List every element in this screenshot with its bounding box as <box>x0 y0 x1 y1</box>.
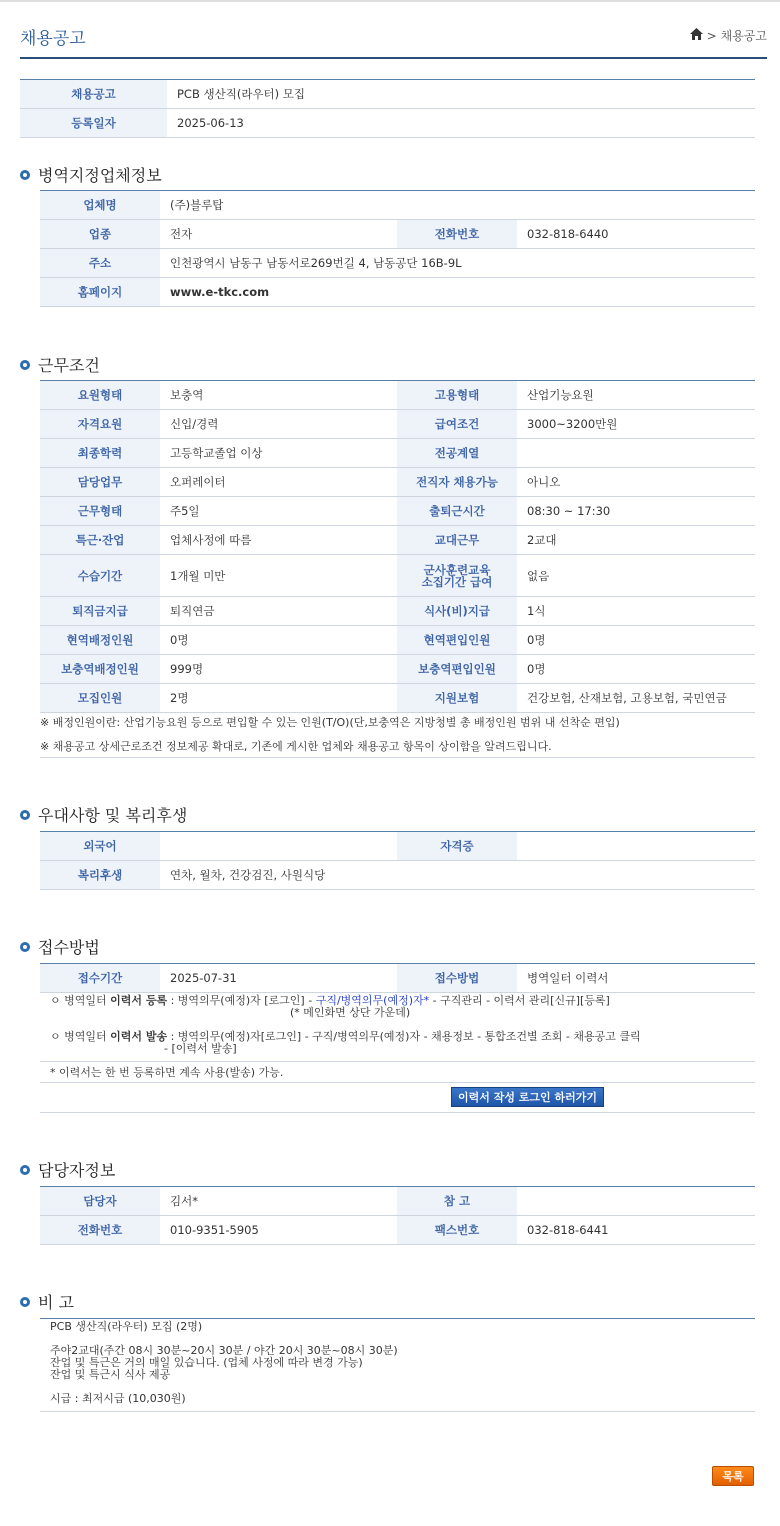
table-row <box>40 381 755 410</box>
condition-label: 군사훈련교육 소집기간 급여 <box>397 555 517 597</box>
summary-table <box>20 79 755 138</box>
table-row <box>20 109 755 138</box>
industry-value: 전자 <box>160 220 397 249</box>
fax-value: 032-818-6441 <box>517 1216 755 1245</box>
apply-table <box>40 963 755 993</box>
section-apply-heading <box>20 935 100 958</box>
condition-label: 자격요원 <box>40 410 160 439</box>
apply-step-register: ㅇ 병역일터 이력서 등록 : 병역의무(예정)자 [로그인] - 구직/병역의무(예정)자* - 구직관리 - 이력서 관리[신규][등록] (* 메인화면 상단 가운데) <box>50 994 610 1019</box>
remarks-text: PCB 생산직(라우터) 모집 (2명) 주야2교대(주간 08시 30분~20시 30분 / 야간 20시 30분~08시 30분) 잔업 및 특근은 거의 매일 있습니다. (업체 사정에 따라 변경 가능) 잔업 및 특근시 식사 제공 시급 : 최저시급 (10,030원) <box>50 1320 398 1405</box>
note-quota: ※ 배정인원이란: 산업기능요원 등으로 편입할 수 있는 인원(T/O)(단,보충역은 지방청별 총 배정인원 범위 내 선착순 편입) <box>40 716 620 729</box>
bullet-icon <box>20 942 30 952</box>
condition-label: 현역배정인원 <box>40 626 160 655</box>
condition-value <box>517 439 755 468</box>
table-row <box>40 832 755 861</box>
condition-value: 아니오 <box>517 468 755 497</box>
divider <box>40 1411 755 1412</box>
table-row <box>40 249 755 278</box>
breadcrumb-current: 채용공고 <box>720 29 767 43</box>
condition-label: 출퇴근시간 <box>397 497 517 526</box>
bullet-icon <box>20 1165 30 1175</box>
section-title: 비 고 <box>38 1293 74 1312</box>
welfare-value: 연차, 월차, 건강검진, 사원식당 <box>160 861 755 890</box>
benefits-table <box>40 831 755 890</box>
section-contact-heading <box>20 1158 115 1181</box>
login-resume-button[interactable]: 이력서 작성 로그인 하러가기 <box>451 1087 604 1107</box>
bullet-icon <box>20 810 30 820</box>
reference-label: 참 고 <box>397 1187 517 1216</box>
condition-value: 2명 <box>160 684 397 713</box>
condition-value: 신입/경력 <box>160 410 397 439</box>
bullet-icon <box>20 1297 30 1307</box>
condition-value: 고등학교졸업 이상 <box>160 439 397 468</box>
list-button[interactable]: 목록 <box>712 1466 754 1486</box>
welfare-label: 복리후생 <box>40 861 160 890</box>
apply-step-send: ㅇ 병역일터 이력서 발송 : 병역의무(예정)자[로그인] - 구직/병역의무(예정)자 - 채용정보 - 통합조건별 조회 - 채용공고 클릭 - [이력서 발송] <box>50 1030 641 1055</box>
table-row <box>40 1187 755 1216</box>
condition-value: 08:30 ~ 17:30 <box>517 497 755 526</box>
apply-method-label: 접수방법 <box>397 964 517 993</box>
condition-value: 업체사정에 따름 <box>160 526 397 555</box>
section-title: 담당자정보 <box>38 1161 116 1180</box>
table-row <box>40 1216 755 1245</box>
table-row <box>40 278 755 307</box>
section-conditions-heading <box>20 353 100 376</box>
condition-value: 보충역 <box>160 381 397 410</box>
condition-value: 퇴직연금 <box>160 597 397 626</box>
condition-label: 현역편입인원 <box>397 626 517 655</box>
condition-label: 전직자 채용가능 <box>397 468 517 497</box>
bullet-icon <box>20 170 30 180</box>
job-seeker-menu-link[interactable]: 구직/병역의무(예정)자* <box>315 994 430 1007</box>
table-row <box>40 191 755 220</box>
condition-label: 모집인원 <box>40 684 160 713</box>
reg-date-value: 2025-06-13 <box>167 109 755 138</box>
table-row <box>40 964 755 993</box>
condition-value: 산업기능요원 <box>517 381 755 410</box>
title-divider <box>20 57 767 59</box>
condition-value: 3000~3200만원 <box>517 410 755 439</box>
section-remarks-heading <box>20 1290 74 1313</box>
top-border <box>0 0 780 2</box>
reference-value <box>517 1187 755 1216</box>
table-row <box>40 555 755 597</box>
table-row <box>40 655 755 684</box>
company-name-value: (주)블루탑 <box>160 191 755 220</box>
contact-phone-label: 전화번호 <box>40 1216 160 1245</box>
apply-period-value: 2025-07-31 <box>160 964 397 993</box>
divider <box>40 1318 755 1319</box>
divider <box>40 1082 755 1083</box>
homepage-label: 홈페이지 <box>40 278 160 307</box>
condition-label: 퇴직금지급 <box>40 597 160 626</box>
address-value: 인천광역시 남동구 남동서로269번길 4, 남동공단 16B-9L <box>160 249 755 278</box>
address-label: 주소 <box>40 249 160 278</box>
table-row <box>20 80 755 109</box>
certificate-value <box>517 832 755 861</box>
condition-label: 급여조건 <box>397 410 517 439</box>
apply-method-value: 병역일터 이력서 <box>517 964 755 993</box>
condition-label: 요원형태 <box>40 381 160 410</box>
divider <box>40 1061 755 1062</box>
reg-date-label: 등록일자 <box>20 109 167 138</box>
divider <box>40 1112 755 1113</box>
table-row <box>40 497 755 526</box>
company-name-label: 업체명 <box>40 191 160 220</box>
condition-label: 고용형태 <box>397 381 517 410</box>
condition-value: 오퍼레이터 <box>160 468 397 497</box>
section-title: 근무조건 <box>38 356 100 375</box>
table-row <box>40 626 755 655</box>
contact-phone-value: 010-9351-5905 <box>160 1216 397 1245</box>
contact-person-value: 김서* <box>160 1187 397 1216</box>
breadcrumb-separator: > <box>706 28 717 43</box>
condition-label: 교대근무 <box>397 526 517 555</box>
condition-label: 담당업무 <box>40 468 160 497</box>
condition-label: 수습기간 <box>40 555 160 597</box>
condition-label: 근무형태 <box>40 497 160 526</box>
conditions-table <box>40 380 755 713</box>
condition-label: 최종학력 <box>40 439 160 468</box>
condition-value: 1식 <box>517 597 755 626</box>
condition-value: 1개월 미만 <box>160 555 397 597</box>
condition-value: 0명 <box>517 626 755 655</box>
apply-note: * 이력서는 한 번 등록하면 계속 사용(발송) 가능. <box>50 1066 284 1079</box>
table-row <box>40 410 755 439</box>
condition-label: 보충역편입인원 <box>397 655 517 684</box>
certificate-label: 자격증 <box>397 832 517 861</box>
job-title-label: 채용공고 <box>20 80 167 109</box>
industry-label: 업종 <box>40 220 160 249</box>
condition-value: 0명 <box>517 655 755 684</box>
table-row <box>40 861 755 890</box>
company-phone-value: 032-818-6440 <box>517 220 755 249</box>
language-value <box>160 832 397 861</box>
condition-value: 건강보험, 산재보험, 고용보험, 국민연금 <box>517 684 755 713</box>
condition-label: 식사(비)지급 <box>397 597 517 626</box>
homepage-link[interactable]: www.e-tkc.com <box>160 278 755 307</box>
language-label: 외국어 <box>40 832 160 861</box>
company-phone-label: 전화번호 <box>397 220 517 249</box>
bullet-icon <box>20 360 30 370</box>
condition-value: 2교대 <box>517 526 755 555</box>
section-title: 병역지정업체정보 <box>38 166 162 185</box>
section-company-heading <box>20 163 162 186</box>
note-info: ※ 채용공고 상세근로조건 정보제공 확대로, 기존에 게시한 업체와 채용공고 항목이 상이함을 알려드립니다. <box>40 738 755 758</box>
condition-value: 999명 <box>160 655 397 684</box>
table-row <box>40 597 755 626</box>
condition-label: 보충역배정인원 <box>40 655 160 684</box>
table-row <box>40 684 755 713</box>
table-row <box>40 439 755 468</box>
condition-value: 주5일 <box>160 497 397 526</box>
table-row <box>40 220 755 249</box>
section-title: 우대사항 및 복리후생 <box>38 806 188 825</box>
contact-person-label: 담당자 <box>40 1187 160 1216</box>
apply-period-label: 접수기간 <box>40 964 160 993</box>
section-title: 접수방법 <box>38 938 100 957</box>
section-benefits-heading <box>20 803 187 826</box>
condition-value: 없음 <box>517 555 755 597</box>
condition-label: 지원보험 <box>397 684 517 713</box>
breadcrumb <box>690 27 767 44</box>
contact-table <box>40 1186 755 1245</box>
page-title: 채용공고 <box>20 29 86 49</box>
condition-label: 특근·잔업 <box>40 526 160 555</box>
condition-label: 전공계열 <box>397 439 517 468</box>
table-row <box>40 526 755 555</box>
condition-value: 0명 <box>160 626 397 655</box>
fax-label: 팩스번호 <box>397 1216 517 1245</box>
job-title-value: PCB 생산직(라우터) 모집 <box>167 80 755 109</box>
table-row <box>40 468 755 497</box>
company-table <box>40 190 755 307</box>
home-icon[interactable] <box>690 28 703 43</box>
